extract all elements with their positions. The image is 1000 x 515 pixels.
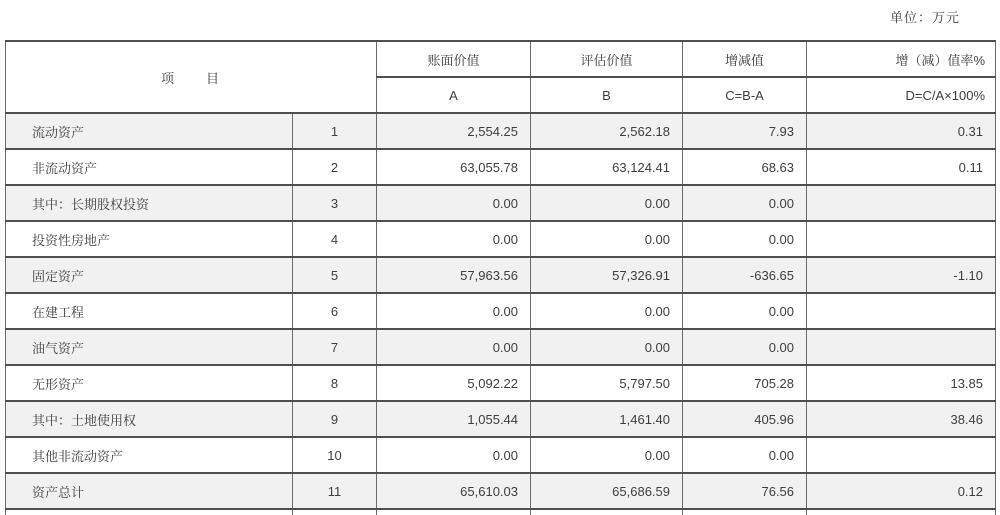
cell-item-name: 投资性房地产	[6, 221, 293, 257]
cell-appraised-value: 63,124.41	[531, 149, 683, 185]
cell-change: 76.56	[683, 473, 807, 509]
header-row-1	[6, 41, 996, 77]
cell-change-rate: -1.10	[807, 257, 996, 293]
cell-item-name: 在建工程	[6, 293, 293, 329]
cell-line-no: 9	[293, 401, 377, 437]
cell-appraised-value: 5,797.50	[531, 365, 683, 401]
cell-line-no: 10	[293, 437, 377, 473]
cell-appraised-value: 0.00	[531, 185, 683, 221]
table-body	[6, 113, 996, 509]
cell-change: 7.93	[683, 113, 807, 149]
cell-line-no: 2	[293, 149, 377, 185]
cell-item-name	[6, 509, 293, 515]
cell-change: -636.65	[683, 257, 807, 293]
cell-item-name: 其中：长期股权投资	[6, 185, 293, 221]
cell-change: 705.28	[683, 365, 807, 401]
cell-change: 0.00	[683, 329, 807, 365]
partial-row-body	[6, 509, 996, 515]
cell-item-name: 流动资产	[6, 113, 293, 149]
cell-appraised-value: 2,562.18	[531, 113, 683, 149]
header-formula-b: B	[531, 77, 683, 113]
cell-appraised-value: 0.00	[531, 437, 683, 473]
cell-book-value: 65,610.03	[377, 473, 531, 509]
unit-label: 单位：万元	[889, 10, 960, 25]
cell-change-rate: 0.31	[807, 113, 996, 149]
cell-change: 0.00	[683, 293, 807, 329]
cell-change-rate: 0.12	[807, 473, 996, 509]
cell-change: 0.00	[683, 221, 807, 257]
cell-change-rate	[807, 329, 996, 365]
cell-item-name: 固定资产	[6, 257, 293, 293]
cell-book-value: 0.00	[377, 437, 531, 473]
cell-change-rate	[807, 185, 996, 221]
cell-book-value: 63,055.78	[377, 149, 531, 185]
cell-book-value: 0.00	[377, 185, 531, 221]
cell-line-no: 11	[293, 473, 377, 509]
cell-book-value: 5,092.22	[377, 365, 531, 401]
cell-book-value	[377, 509, 531, 515]
table-row	[6, 149, 996, 185]
asset-valuation-table	[5, 40, 996, 515]
header-formula-d: D=C/A×100%	[807, 77, 996, 113]
cell-line-no: 8	[293, 365, 377, 401]
header-change: 增减值	[683, 41, 807, 77]
cell-appraised-value	[531, 509, 683, 515]
cell-change: 0.00	[683, 185, 807, 221]
table-row	[6, 257, 996, 293]
header-book-value: 账面价值	[377, 41, 531, 77]
header-formula-a: A	[377, 77, 531, 113]
cell-book-value: 57,963.56	[377, 257, 531, 293]
cell-item-name: 油气资产	[6, 329, 293, 365]
cell-line-no: 3	[293, 185, 377, 221]
cell-item-name: 其中：土地使用权	[6, 401, 293, 437]
table-row	[6, 185, 996, 221]
table-row	[6, 113, 996, 149]
cell-change: 0.00	[683, 437, 807, 473]
cell-appraised-value: 1,461.40	[531, 401, 683, 437]
cell-book-value: 2,554.25	[377, 113, 531, 149]
cell-book-value: 0.00	[377, 329, 531, 365]
table-row	[6, 221, 996, 257]
cell-item-name: 无形资产	[6, 365, 293, 401]
cell-book-value: 0.00	[377, 293, 531, 329]
cell-line-no	[293, 509, 377, 515]
cell-change-rate	[807, 293, 996, 329]
cell-change-rate: 38.46	[807, 401, 996, 437]
header-formula-c: C=B-A	[683, 77, 807, 113]
cell-item-name: 非流动资产	[6, 149, 293, 185]
cell-change: 405.96	[683, 401, 807, 437]
cell-book-value: 0.00	[377, 221, 531, 257]
cell-change	[683, 509, 807, 515]
table-row	[6, 329, 996, 365]
partial-table-row	[6, 509, 996, 515]
table-row	[6, 401, 996, 437]
cell-item-name: 资产总计	[6, 473, 293, 509]
cell-appraised-value: 57,326.91	[531, 257, 683, 293]
cell-appraised-value: 65,686.59	[531, 473, 683, 509]
table-header	[6, 41, 996, 113]
cell-appraised-value: 0.00	[531, 329, 683, 365]
cell-line-no: 1	[293, 113, 377, 149]
cell-appraised-value: 0.00	[531, 293, 683, 329]
cell-line-no: 4	[293, 221, 377, 257]
cell-change-rate: 13.85	[807, 365, 996, 401]
header-appraised-value: 评估价值	[531, 41, 683, 77]
cell-book-value: 1,055.44	[377, 401, 531, 437]
table-row	[6, 365, 996, 401]
cell-change-rate	[807, 509, 996, 515]
cell-line-no: 5	[293, 257, 377, 293]
cell-appraised-value: 0.00	[531, 221, 683, 257]
header-change-rate: 增（减）值率%	[807, 41, 996, 77]
table-row	[6, 473, 996, 509]
cell-change-rate: 0.11	[807, 149, 996, 185]
cell-change-rate	[807, 221, 996, 257]
cell-item-name: 其他非流动资产	[6, 437, 293, 473]
cell-change-rate	[807, 437, 996, 473]
header-item: 项 目	[6, 41, 377, 113]
cell-change: 68.63	[683, 149, 807, 185]
cell-line-no: 7	[293, 329, 377, 365]
table-row	[6, 293, 996, 329]
table-row	[6, 437, 996, 473]
cell-line-no: 6	[293, 293, 377, 329]
